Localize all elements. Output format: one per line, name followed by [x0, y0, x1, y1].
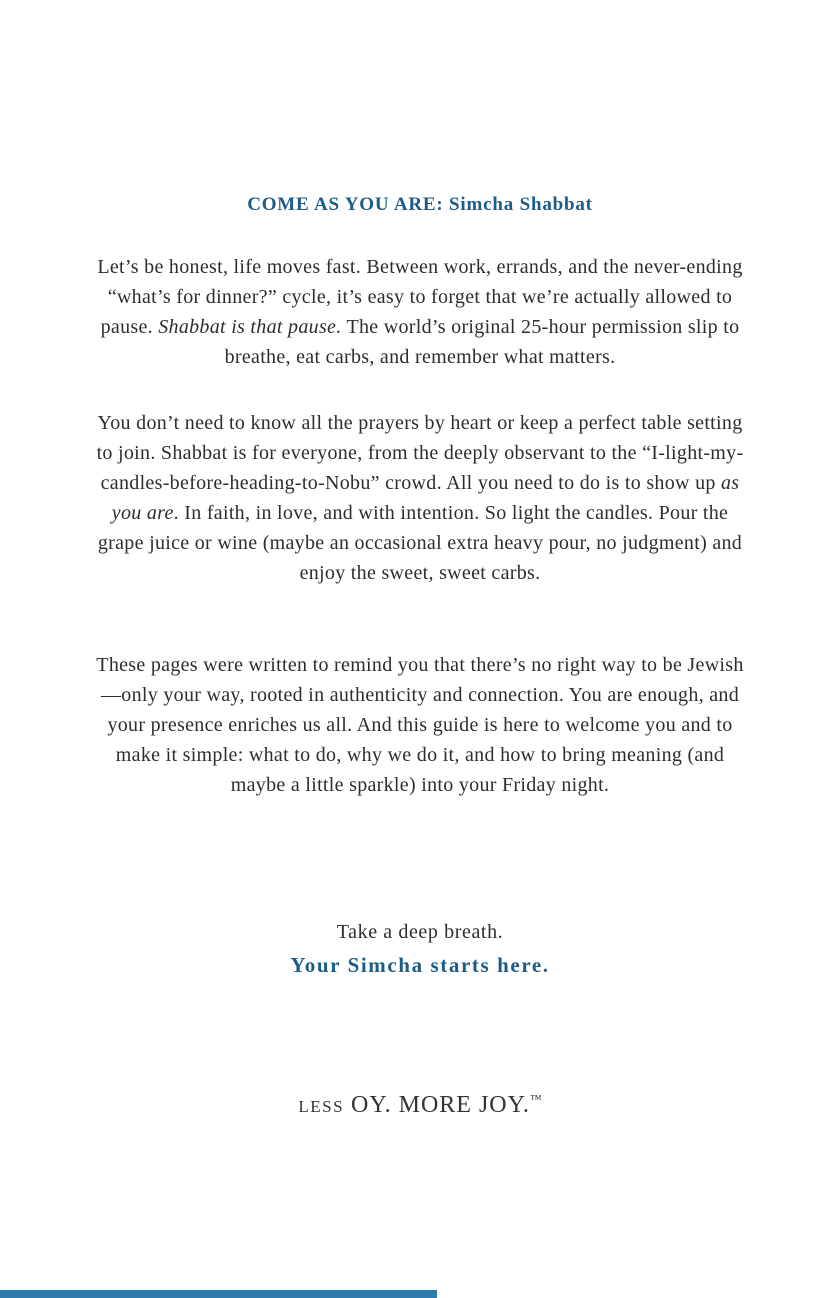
tagline-oy-more-joy: OY. MORE JOY.	[344, 1092, 530, 1118]
paragraph-text: You don’t need to know all the prayers by heart or keep a perfect table setting to join. Shabbat is for everyone, from the deeply observant to the “I-light-my-candles-before-heading-to-Nobu” crowd. All you need to do is to show up	[96, 412, 744, 494]
closing-block	[0, 917, 840, 980]
paragraph-text-italic: Shabbat is that pause.	[158, 316, 342, 338]
trademark-symbol: ™	[529, 1092, 542, 1106]
tagline-less: LESS	[298, 1097, 345, 1116]
closing-line-simcha: Your Simcha starts here.	[290, 953, 550, 977]
closing-line-breath: Take a deep breath.	[336, 921, 504, 943]
paragraph-text: The world’s original 25-hour permission slip to breathe, eat carbs, and remember what matters.	[224, 316, 740, 368]
paragraph-text: Let’s be honest, life moves fast. Between work, errands, and the never-ending “what’s for dinner?” cycle, it’s easy to forget that we’re actually allowed to pause.	[97, 256, 743, 338]
page-title: COME AS YOU ARE: Simcha Shabbat	[247, 194, 593, 215]
bottom-accent-bar	[0, 1290, 437, 1298]
paragraph-text: These pages were written to remind you that there’s no right way to be Jewish—only your way, rooted in authenticity and connection. You are enough, and your presence enriches us all. And this guide is here to welcome you and to make it simple: what to do, why we do it, and how to bring meaning (and maybe a little sparkle) into your Friday night.	[96, 654, 744, 796]
paragraph-these-pages	[95, 650, 745, 800]
paragraph-text-italic: as you are	[111, 472, 740, 524]
paragraph-life-moves-fast	[95, 252, 745, 372]
brand-tagline	[0, 1092, 840, 1119]
paragraph-text: . In faith, in love, and with intention. So light the candles. Pour the grape juice or wine (maybe an occasional extra heavy pour, no judgment) and enjoy the sweet, sweet carbs.	[97, 502, 743, 584]
paragraph-shabbat-for-everyone	[95, 408, 745, 588]
